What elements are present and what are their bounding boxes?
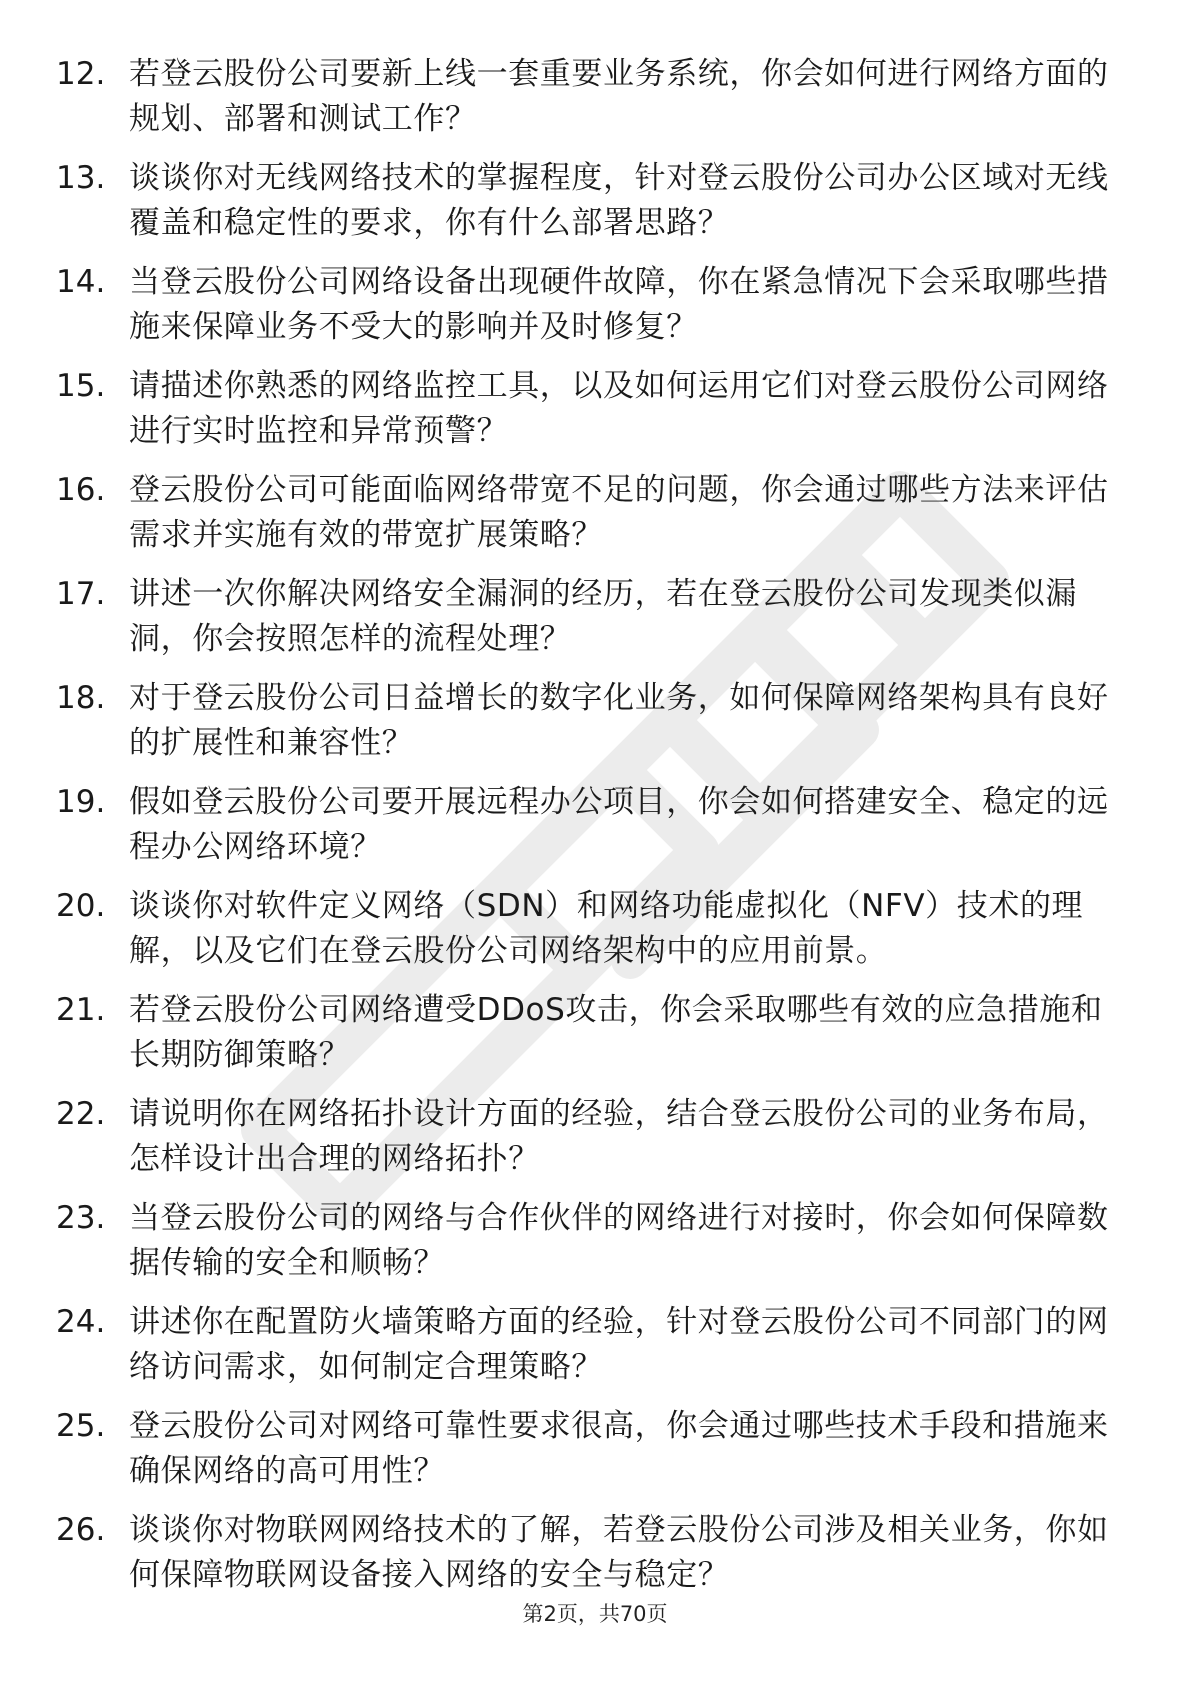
question-item (56, 572, 1136, 676)
question-text: 谈谈你对物联网网络技术的了解，若登云股份公司涉及相关业务，你如何保障物联网设备接入网络的安全与稳定？ (129, 1512, 1109, 1593)
question-item (56, 1300, 1136, 1404)
question-number: 26. (56, 1512, 106, 1548)
question-number: 17. (56, 576, 106, 612)
question-text: 讲述一次你解决网络安全漏洞的经历，若在登云股份公司发现类似漏洞，你会按照怎样的流程处理？ (129, 576, 1077, 657)
question-item (56, 1508, 1136, 1612)
question-number: 18. (56, 680, 106, 716)
question-item (56, 1404, 1136, 1508)
question-text: 当登云股份公司网络设备出现硬件故障，你在紧急情况下会采取哪些措施来保障业务不受大的影响并及时修复？ (129, 264, 1109, 345)
question-item (56, 676, 1136, 780)
question-text: 谈谈你对软件定义网络（SDN）和网络功能虚拟化（NFV）技术的理解，以及它们在登云股份公司网络架构中的应用前景。 (129, 888, 1084, 969)
question-number: 20. (56, 888, 106, 924)
question-number: 16. (56, 472, 106, 508)
question-item (56, 156, 1136, 260)
question-number: 21. (56, 992, 106, 1028)
question-item (56, 780, 1136, 884)
question-item (56, 884, 1136, 988)
question-text: 当登云股份公司的网络与合作伙伴的网络进行对接时，你会如何保障数据传输的安全和顺畅？ (129, 1200, 1109, 1281)
question-item (56, 1196, 1136, 1300)
question-number: 19. (56, 784, 106, 820)
question-item (56, 1092, 1136, 1196)
page-footer: 第2页，共70页 (522, 1602, 668, 1626)
question-number: 25. (56, 1408, 106, 1444)
question-number: 24. (56, 1304, 106, 1340)
question-number: 15. (56, 368, 106, 404)
question-item (56, 988, 1136, 1092)
question-list (56, 52, 1136, 1612)
question-number: 12. (56, 56, 106, 92)
question-text: 讲述你在配置防火墙策略方面的经验，针对登云股份公司不同部门的网络访问需求，如何制定合理策略？ (129, 1304, 1109, 1385)
question-text: 对于登云股份公司日益增长的数字化业务，如何保障网络架构具有良好的扩展性和兼容性？ (129, 680, 1109, 761)
question-text: 请描述你熟悉的网络监控工具，以及如何运用它们对登云股份公司网络进行实时监控和异常预警？ (129, 368, 1109, 449)
question-text: 若登云股份公司要新上线一套重要业务系统，你会如何进行网络方面的规划、部署和测试工作？ (129, 56, 1109, 137)
question-number: 13. (56, 160, 106, 196)
question-number: 14. (56, 264, 106, 300)
question-number: 22. (56, 1096, 106, 1132)
question-number: 23. (56, 1200, 106, 1236)
question-item (56, 364, 1136, 468)
question-item (56, 468, 1136, 572)
question-text: 若登云股份公司网络遭受DDoS攻击，你会采取哪些有效的应急措施和长期防御策略？ (129, 992, 1103, 1073)
question-text: 谈谈你对无线网络技术的掌握程度，针对登云股份公司办公区域对无线覆盖和稳定性的要求，你有什么部署思路？ (129, 160, 1109, 241)
question-text: 登云股份公司对网络可靠性要求很高，你会通过哪些技术手段和措施来确保网络的高可用性？ (129, 1408, 1109, 1489)
question-text: 请说明你在网络拓扑设计方面的经验，结合登云股份公司的业务布局，怎样设计出合理的网络拓扑？ (129, 1096, 1109, 1177)
question-text: 假如登云股份公司要开展远程办公项目，你会如何搭建安全、稳定的远程办公网络环境？ (129, 784, 1109, 865)
question-item (56, 260, 1136, 364)
question-item (56, 52, 1136, 156)
question-text: 登云股份公司可能面临网络带宽不足的问题，你会通过哪些方法来评估需求并实施有效的带宽扩展策略？ (129, 472, 1109, 553)
